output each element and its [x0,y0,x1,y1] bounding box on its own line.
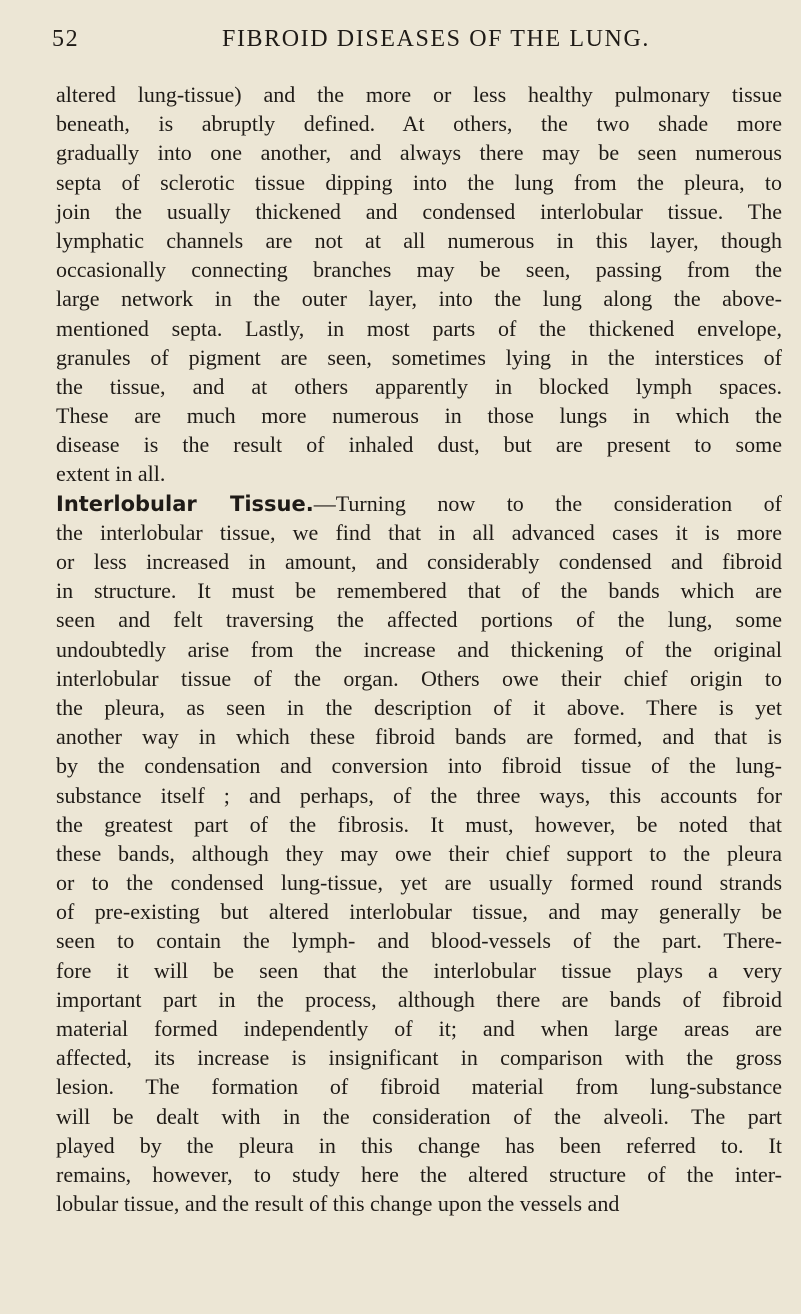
text-line: seen and felt traversing the affected portions of the lung, some [56,607,782,633]
text-line: large network in the outer layer, into the lung along the above- [56,286,782,312]
running-title: FIBROID DISEASES OF THE LUNG. [222,26,650,52]
text-line: septa of sclerotic tissue dipping into the lung from the pleura, to [56,169,782,195]
section-heading: Interlobular Tissue. [56,491,314,516]
text-line: or to the condensed lung-tissue, yet are usually formed round strands [56,870,782,896]
text-line: important part in the process, although there are bands of fibroid [56,986,782,1012]
text-line: the greatest part of the fibrosis. It must, however, be noted that [56,811,782,837]
text-line: join the usually thickened and condensed interlobular tissue. The [56,198,782,224]
text-line: by the condensation and conversion into fibroid tissue of the lung- [56,753,782,779]
text-line: another way in which these fibroid bands are formed, and that is [56,724,782,750]
text-line: or less increased in amount, and considerably condensed and fibroid [56,549,782,574]
text-line: gradually into one another, and always there may be seen numerous [56,140,782,166]
text-line: the pleura, as seen in the description of it above. There is yet [56,694,782,720]
text-line: interlobular tissue of the organ. Others owe their chief origin to [56,665,782,691]
running-head [52,26,765,60]
text-line: remains, however, to study here the altered structure of the inter- [56,1161,782,1187]
section-first-line-text: —Turning now to the consideration of [313,490,782,516]
text-line: beneath, is abruptly defined. At others, the two shade more [56,111,782,137]
text-line: these bands, although they may owe their chief support to the pleura [56,840,782,866]
text-line: undoubtedly arise from the increase and thickening of the original [56,636,782,662]
text-line: played by the pleura in this change has been referred to. It [56,1132,782,1158]
text-line: material formed independently of it; and when large areas are [56,1016,782,1041]
text-line: These are much more numerous in those lungs in which the [56,403,782,429]
section-first-line [56,489,782,518]
text-line: altered lung-tissue) and the more or less healthy pulmonary tissue [56,82,782,107]
text-line: lesion. The formation of fibroid material from lung-substance [56,1074,782,1100]
text-line: of pre-existing but altered interlobular tissue, and may generally be [56,899,782,925]
text-line: extent in all. [56,461,166,487]
text-line: will be dealt with in the consideration of the alveoli. The part [56,1103,782,1129]
text-line: affected, its increase is insignificant in comparison with the gross [56,1045,782,1071]
text-line: seen to contain the lymph- and blood-vessels of the part. There- [56,928,782,954]
text-line: the interlobular tissue, we find that in all advanced cases it is more [56,519,782,545]
page-number: 52 [52,26,80,52]
text-line: lymphatic channels are not at all numerous in this layer, though [56,227,782,253]
text-line: mentioned septa. Lastly, in most parts of the thickened envelope, [56,315,782,341]
paragraph-interlobular-tissue [56,489,782,1219]
text-line: granules of pigment are seen, sometimes lying in the interstices of [56,344,782,370]
text-line: in structure. It must be remembered that of the bands which are [56,578,782,604]
text-line: disease is the result of inhaled dust, but are present to some [56,432,782,458]
text-line: fore it will be seen that the interlobular tissue plays a very [56,957,782,983]
paragraph-pleura-continued [56,80,782,489]
text-line: the tissue, and at others apparently in blocked lymph spaces. [56,373,782,399]
text-line: lobular tissue, and the result of this change upon the vessels and [56,1191,620,1217]
text-line: substance itself ; and perhaps, of the three ways, this accounts for [56,782,782,808]
text-line: occasionally connecting branches may be seen, passing from the [56,257,782,283]
body-text [56,80,782,1218]
